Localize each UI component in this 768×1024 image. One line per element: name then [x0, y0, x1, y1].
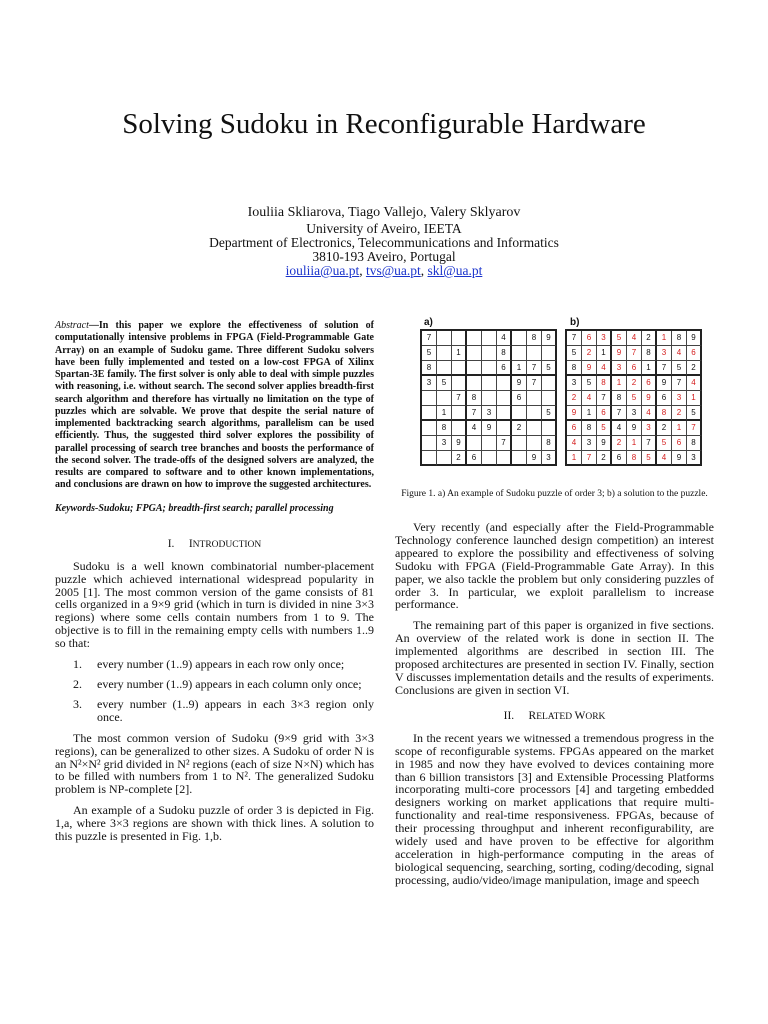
sudoku-cell: 1 [672, 421, 687, 436]
sudoku-cell: 8 [467, 391, 482, 406]
sudoku-cell: 2 [567, 391, 582, 406]
sudoku-cell [422, 391, 437, 406]
author-block [0, 206, 768, 278]
sudoku-cell: 8 [437, 421, 452, 436]
right-paragraph-1: Very recently (and especially after the Field-Programmable Technology conference launched design competition) an interest appeared to explore the possibility and effectiveness of solving Sudoku with FPGA (Field-Programmable Gate Array). In this paper, we also tackle the problem but only considering puzzles of order 3. In particular, we exploit parallelism to increase performance. [395, 520, 714, 612]
sudoku-cell: 4 [582, 391, 597, 406]
sudoku-cell: 6 [497, 361, 512, 376]
sudoku-cell [422, 451, 437, 466]
sudoku-cell [437, 346, 452, 361]
email-separator: , [420, 263, 428, 278]
sudoku-cell: 2 [612, 436, 627, 451]
sudoku-cell [497, 376, 512, 391]
list-item: 2. every number (1..9) appears in each column only once; [73, 677, 362, 691]
sudoku-cell: 6 [642, 376, 657, 391]
sudoku-cell [452, 406, 467, 421]
sudoku-cell [437, 361, 452, 376]
intro-paragraph-2: The most common version of Sudoku (9×9 grid with 3×3 regions), can be generalized to other sizes. A Sudoku of order N is an N²×N² grid divided in N² regions (each of size N×N) which has to be filled with numbers from 1 to N². The generalized Sudoku problem is NP-complete [2]. [55, 730, 374, 797]
sudoku-cell: 1 [582, 406, 597, 421]
sudoku-cell [542, 376, 557, 391]
sudoku-cell: 1 [642, 361, 657, 376]
sudoku-cell: 8 [582, 421, 597, 436]
sudoku-cell: 6 [567, 421, 582, 436]
sudoku-cell: 7 [672, 376, 687, 391]
sudoku-cell: 5 [612, 331, 627, 346]
sudoku-cell [497, 406, 512, 421]
sudoku-cell: 5 [687, 406, 702, 421]
sudoku-cell [467, 436, 482, 451]
sudoku-cell: 3 [482, 406, 497, 421]
sudoku-cell: 5 [422, 346, 437, 361]
sudoku-cell [482, 331, 497, 346]
sudoku-cell: 8 [612, 391, 627, 406]
sudoku-cell: 5 [672, 361, 687, 376]
sudoku-cell: 5 [627, 391, 642, 406]
sudoku-cell: 8 [567, 361, 582, 376]
figure-label-b: b) [570, 317, 580, 328]
sudoku-cell [512, 436, 527, 451]
sudoku-cell: 1 [437, 406, 452, 421]
sudoku-cell: 4 [467, 421, 482, 436]
sudoku-cell [542, 346, 557, 361]
sudoku-cell: 1 [657, 331, 672, 346]
left-column [55, 320, 374, 851]
list-item: 3. every number (1..9) appears in each 3×3 region only once. [73, 696, 374, 724]
email-link-vallejo[interactable]: tvs@ua.pt [365, 263, 421, 278]
sudoku-cell [542, 421, 557, 436]
sudoku-cell: 3 [437, 436, 452, 451]
sudoku-cell: 3 [642, 421, 657, 436]
sudoku-cell [482, 361, 497, 376]
sudoku-cell: 7 [612, 406, 627, 421]
sudoku-cell [467, 331, 482, 346]
paper-title: Solving Sudoku in Reconfigurable Hardware [122, 108, 646, 140]
sudoku-cell: 3 [567, 376, 582, 391]
section-number: I. [167, 537, 175, 550]
sudoku-cell: 2 [672, 406, 687, 421]
sudoku-cell: 2 [512, 421, 527, 436]
affiliation-university: University of Aveiro, IEETA [306, 221, 462, 236]
sudoku-cell: 2 [627, 376, 642, 391]
email-separator: , [359, 263, 366, 278]
sudoku-cell: 1 [687, 391, 702, 406]
sudoku-cell: 1 [512, 361, 527, 376]
sudoku-cell: 3 [672, 391, 687, 406]
sudoku-cell [452, 361, 467, 376]
sudoku-cell [422, 436, 437, 451]
sudoku-cell: 8 [642, 346, 657, 361]
sudoku-cell: 1 [567, 451, 582, 466]
sudoku-cell: 9 [672, 451, 687, 466]
sudoku-cell [437, 391, 452, 406]
sudoku-cell: 3 [542, 451, 557, 466]
figure-caption: Figure 1. a) An example of Sudoku puzzle of order 3; b) a solution to the puzzle. [401, 489, 708, 499]
sudoku-cell [527, 391, 542, 406]
sudoku-cell: 7 [687, 421, 702, 436]
sudoku-cell: 9 [642, 391, 657, 406]
sudoku-cell: 2 [582, 346, 597, 361]
sudoku-cell: 7 [657, 361, 672, 376]
sudoku-cell [512, 346, 527, 361]
sudoku-cell: 5 [542, 406, 557, 421]
sudoku-cell: 9 [612, 346, 627, 361]
affiliation-address: 3810-193 Aveiro, Portugal [312, 249, 456, 264]
email-link-sklyarov[interactable]: skl@ua.pt [427, 263, 483, 278]
sudoku-cell: 9 [687, 331, 702, 346]
sudoku-cell: 8 [672, 331, 687, 346]
sudoku-cell: 5 [597, 421, 612, 436]
sudoku-solution-grid [565, 329, 702, 466]
sudoku-cell: 3 [597, 331, 612, 346]
sudoku-cell [452, 331, 467, 346]
sudoku-cell: 9 [482, 421, 497, 436]
list-item: 1. every number (1..9) appears in each row only once; [73, 657, 345, 672]
sudoku-cell: 1 [612, 376, 627, 391]
sudoku-cell: 9 [452, 436, 467, 451]
sudoku-cell [437, 451, 452, 466]
sudoku-cell: 8 [497, 346, 512, 361]
sudoku-cell: 7 [567, 331, 582, 346]
sudoku-cell: 3 [657, 346, 672, 361]
sudoku-cell [527, 346, 542, 361]
sudoku-cell [512, 451, 527, 466]
sudoku-cell: 9 [597, 436, 612, 451]
sudoku-cell [437, 331, 452, 346]
sudoku-cell: 5 [437, 376, 452, 391]
sudoku-cell: 9 [567, 406, 582, 421]
abstract-label: Abstract [55, 320, 89, 331]
email-link-skliarova[interactable]: iouliia@ua.pt [285, 263, 360, 278]
author-emails [0, 264, 768, 278]
sudoku-cell [482, 391, 497, 406]
sudoku-cell: 5 [542, 361, 557, 376]
sudoku-cell: 3 [582, 436, 597, 451]
figure-label-a: a) [424, 317, 433, 328]
sudoku-cell [512, 406, 527, 421]
sudoku-cell: 3 [687, 451, 702, 466]
sudoku-cell: 6 [627, 361, 642, 376]
sudoku-cell: 4 [597, 361, 612, 376]
sudoku-cell: 9 [627, 421, 642, 436]
sudoku-cell [527, 421, 542, 436]
sudoku-cell: 6 [597, 406, 612, 421]
sudoku-cell: 4 [497, 331, 512, 346]
sudoku-cell: 6 [467, 451, 482, 466]
sudoku-cell: 5 [657, 436, 672, 451]
sudoku-cell: 8 [422, 361, 437, 376]
sudoku-cell [542, 391, 557, 406]
affiliation-department: Department of Electronics, Telecommunications and Informatics [209, 235, 559, 250]
sudoku-cell: 5 [567, 346, 582, 361]
sudoku-cell: 2 [452, 451, 467, 466]
sudoku-cell: 7 [422, 331, 437, 346]
sudoku-cell: 9 [582, 361, 597, 376]
sudoku-cell [482, 451, 497, 466]
sudoku-cell: 4 [687, 376, 702, 391]
sudoku-cell: 7 [597, 391, 612, 406]
sudoku-cell: 6 [657, 391, 672, 406]
sudoku-cell: 6 [612, 451, 627, 466]
sudoku-cell: 7 [627, 346, 642, 361]
sudoku-cell: 4 [627, 331, 642, 346]
keywords: Keywords-Sudoku; FPGA; breadth-first search; parallel processing [55, 502, 334, 514]
sudoku-cell: 8 [687, 436, 702, 451]
sudoku-cell: 1 [452, 346, 467, 361]
sudoku-cell: 9 [542, 331, 557, 346]
sudoku-cell [527, 406, 542, 421]
intro-paragraph-1: Sudoku is a well known combinatorial number-placement puzzle which achieved international widespread popularity in 2005 [1]. The most common version of the game consists of 81 cells organized in a 9×9 grid (which in turn is divided in nine 3×3 regions) where some cells contain numbers from 1 to 9. The objective is to fill in the remaining empty cells with numbers 1..9 so that: [55, 558, 374, 651]
sudoku-cell: 6 [687, 346, 702, 361]
sudoku-cell: 1 [597, 346, 612, 361]
sudoku-cell [482, 436, 497, 451]
right-paragraph-2: The remaining part of this paper is organized in five sections. An overview of the related work is done in section II. The implemented algorithms are described in section III. The proposed architectures are presented in section IV. Finally, section V discusses implementation details and the results of experiments. Conclusions are given in section VI. [395, 618, 714, 697]
sudoku-cell [482, 376, 497, 391]
sudoku-cell: 8 [627, 451, 642, 466]
sudoku-cell [512, 331, 527, 346]
sudoku-cell: 7 [497, 436, 512, 451]
sudoku-cell: 4 [567, 436, 582, 451]
sudoku-cell: 6 [512, 391, 527, 406]
section-heading-related-work: II. RELATED WORK [503, 709, 606, 722]
sudoku-cell [497, 421, 512, 436]
sudoku-cell: 6 [582, 331, 597, 346]
right-column [395, 521, 714, 895]
sudoku-cell: 4 [672, 346, 687, 361]
sudoku-cell [497, 391, 512, 406]
sudoku-cell: 2 [687, 361, 702, 376]
sudoku-cell [422, 406, 437, 421]
rules-list [55, 658, 374, 724]
sudoku-cell [482, 346, 497, 361]
sudoku-cell: 7 [642, 436, 657, 451]
sudoku-cell: 7 [582, 451, 597, 466]
sudoku-cell [467, 346, 482, 361]
sudoku-cell: 2 [657, 421, 672, 436]
sudoku-cell [422, 421, 437, 436]
sudoku-cell: 8 [527, 331, 542, 346]
sudoku-cell: 9 [527, 451, 542, 466]
sudoku-cell: 9 [657, 376, 672, 391]
sudoku-cell: 3 [422, 376, 437, 391]
sudoku-cell: 8 [657, 406, 672, 421]
sudoku-cell: 7 [527, 376, 542, 391]
section-number: II. [503, 709, 515, 722]
sudoku-cell: 8 [597, 376, 612, 391]
sudoku-cell: 1 [627, 436, 642, 451]
section-heading-introduction: I. INTRODUCTION [167, 537, 262, 550]
sudoku-cell: 3 [612, 361, 627, 376]
sudoku-puzzle-grid [420, 329, 557, 466]
sudoku-cell [497, 451, 512, 466]
sudoku-cell: 9 [512, 376, 527, 391]
sudoku-cell: 2 [597, 451, 612, 466]
sudoku-cell: 8 [542, 436, 557, 451]
sudoku-cell: 5 [642, 451, 657, 466]
sudoku-cell: 4 [642, 406, 657, 421]
related-work-paragraph: In the recent years we witnessed a tremendous progress in the scope of reconfigurable systems. FPGAs appeared on the market in 1985 and now they have evolved to devices containing more than 6 billion transistors [3] and Extensible Processing Platforms incorporating multi-core processors [4] and targeting embedded designers working on market applications that require multi-functionality and real-time responsiveness. FPGAs, because of their processing throughput and inherent reconfigurability, are widely used and have proven to be effective for algorithm acceleration in high-performance computing in the areas of biological sequencing, searching, sorting, coding/decoding, signal processing, audio/video/image manipulation, image and speech [395, 730, 714, 887]
sudoku-cell: 7 [527, 361, 542, 376]
author-names: Iouliia Skliarova, Tiago Vallejo, Valery Sklyarov [247, 205, 521, 220]
sudoku-cell: 4 [612, 421, 627, 436]
sudoku-cell: 5 [582, 376, 597, 391]
sudoku-cell [467, 361, 482, 376]
sudoku-cell [467, 376, 482, 391]
abstract [55, 320, 374, 492]
sudoku-cell [452, 421, 467, 436]
sudoku-cell: 7 [467, 406, 482, 421]
sudoku-cell [452, 376, 467, 391]
abstract-text: —In this paper we explore the effectiveness of solution of computationally intensive problems in FPGA (Field-Programmable Gate Array) on an example of Sudoku game. Three different Sudoku solvers have been fully implemented and tested on a low-cost FPGA of Xilinx Spartan-3E family. The first solver is only able to deal with simple puzzles with reasoning, i.e. without search. The second solver applies breadth-first search algorithm and therefore has virtually no limitation on the type of puzzles which are solvable. We prove that despite the serial nature of implemented backtracking search algorithms, parallelism can be used efficiently. Thus, the suggested third solver explores the possibility of parallel processing of search tree branches and boosts the performance of the second solver. The trade-offs of the designed solvers are analyzed, the results are compared to software and to other known implementations, and conclusions are drawn on how to improve the suggested architectures. [55, 320, 374, 491]
sudoku-cell: 3 [627, 406, 642, 421]
intro-paragraph-3: An example of a Sudoku puzzle of order 3 is depicted in Fig. 1,a, where 3×3 regions are shown with thick lines. A solution to this puzzle is presented in Fig. 1,b. [55, 803, 374, 844]
sudoku-cell [527, 436, 542, 451]
sudoku-cell: 2 [642, 331, 657, 346]
sudoku-cell: 6 [672, 436, 687, 451]
sudoku-cell: 4 [657, 451, 672, 466]
sudoku-cell: 7 [452, 391, 467, 406]
